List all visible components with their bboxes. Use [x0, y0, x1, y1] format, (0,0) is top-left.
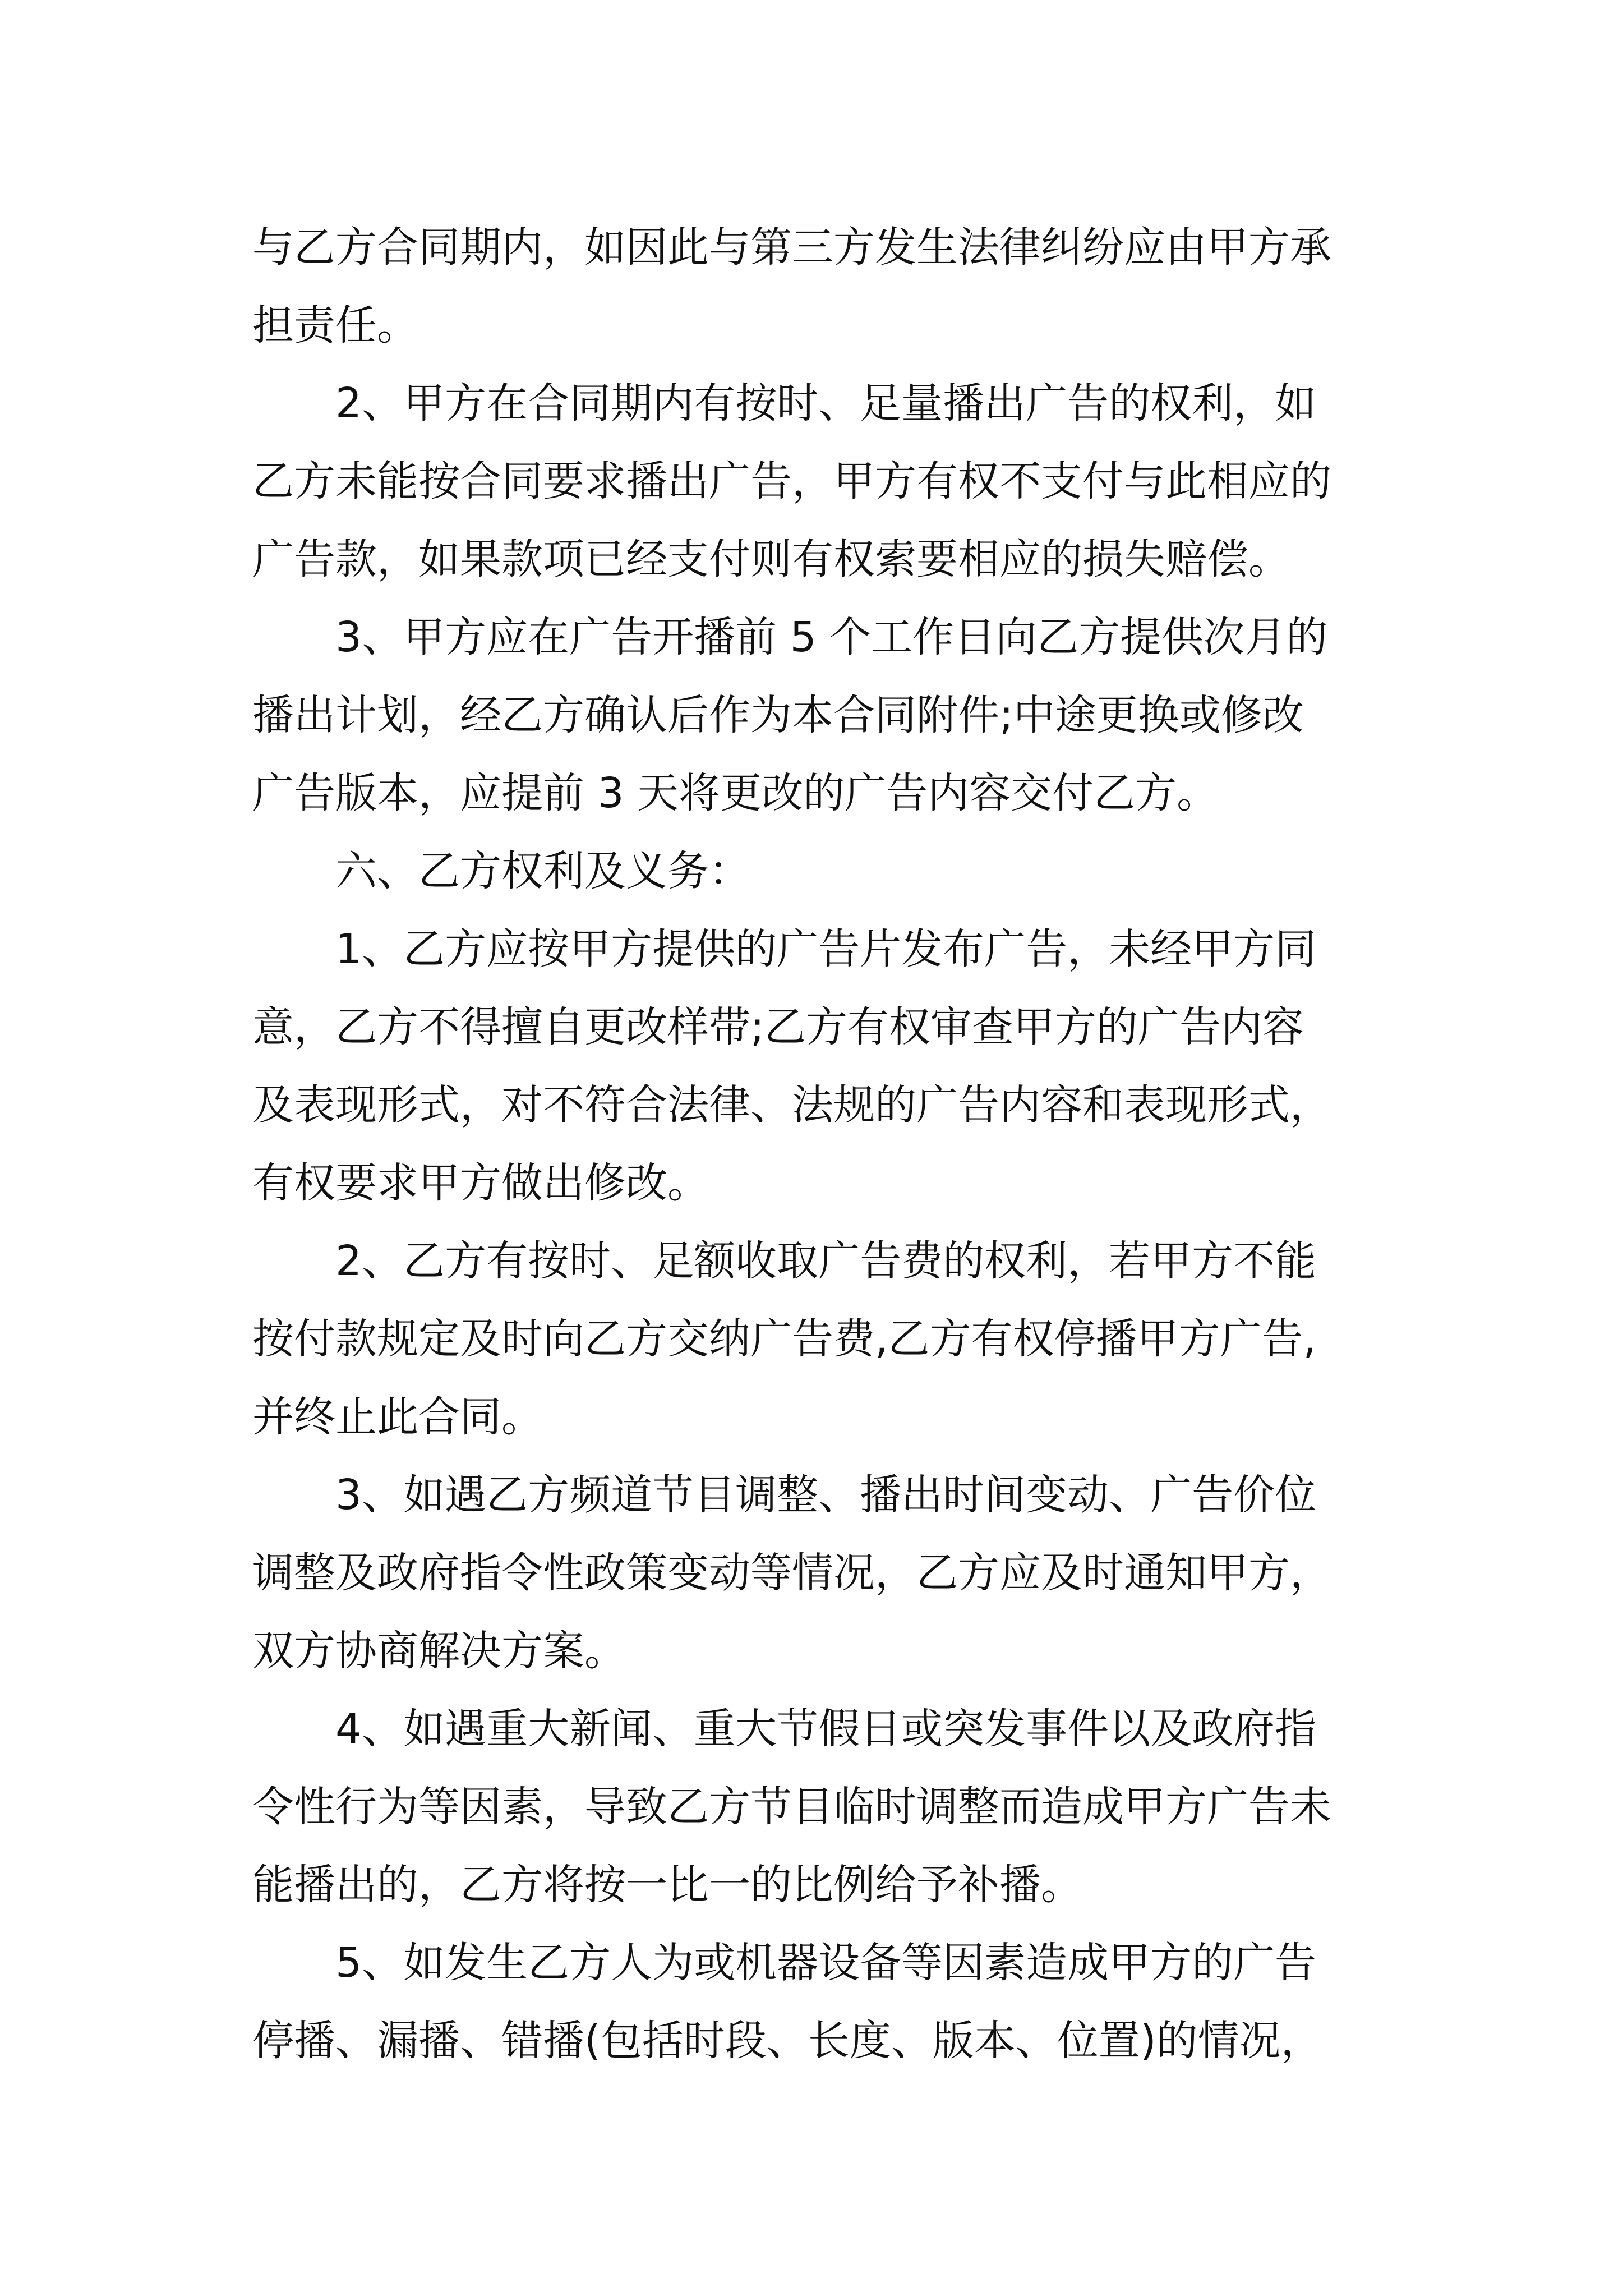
document-line: 乙方未能按合同要求播出广告，甲方有权不支付与此相应的: [252, 457, 1331, 505]
document-line: 有权要求甲方做出修改。: [252, 1159, 709, 1207]
document-line: 与乙方合同期内，如因此与第三方发生法律纠纷应由甲方承: [252, 223, 1331, 272]
document-line: 及表现形式，对不符合法律、法规的广告内容和表现形式，: [252, 1081, 1331, 1129]
document-line: 按付款规定及时向乙方交纳广告费,乙方有权停播甲方广告,: [252, 1315, 1317, 1363]
document-line: 担责任。: [252, 301, 418, 349]
document-line: 六、乙方权利及义务：: [335, 847, 750, 895]
document-line: 2、甲方在合同期内有按时、足量播出广告的权利，如: [335, 379, 1317, 427]
document-line: 调整及政府指令性政策变动等情况，乙方应及时通知甲方，: [252, 1549, 1331, 1597]
document-line: 并终止此合同。: [252, 1393, 543, 1441]
document-line: 停播、漏播、错播(包括时段、长度、版本、位置)的情况，: [252, 2017, 1322, 2065]
document-line: 能播出的，乙方将按一比一的比例给予补播。: [252, 1861, 1082, 1909]
document-line: 3、甲方应在广告开播前 5 个工作日向乙方提供次月的: [335, 613, 1328, 661]
document-line: 广告款，如果款项已经支付则有权索要相应的损失赔偿。: [252, 535, 1290, 583]
document-line: 1、乙方应按甲方提供的广告片发布广告，未经甲方同: [335, 925, 1317, 973]
document-line: 双方协商解决方案。: [252, 1627, 626, 1675]
document-line: 3、如遇乙方频道节目调整、播出时间变动、广告价位: [335, 1471, 1317, 1519]
document-line: 播出计划，经乙方确认后作为本合同附件;中途更换或修改: [252, 691, 1304, 739]
document-line: 5、如发生乙方人为或机器设备等因素造成甲方的广告: [335, 1939, 1317, 1987]
document-line: 意，乙方不得擅自更改样带;乙方有权审查甲方的广告内容: [252, 1003, 1304, 1051]
document-line: 广告版本，应提前 3 天将更改的广告内容交付乙方。: [252, 769, 1219, 817]
document-body: [252, 209, 1382, 2080]
document-line: 4、如遇重大新闻、重大节假日或突发事件以及政府指: [335, 1705, 1317, 1753]
document-line: 2、乙方有按时、足额收取广告费的权利，若甲方不能: [335, 1237, 1317, 1285]
document-line: 令性行为等因素，导致乙方节目临时调整而造成甲方广告未: [252, 1783, 1331, 1831]
